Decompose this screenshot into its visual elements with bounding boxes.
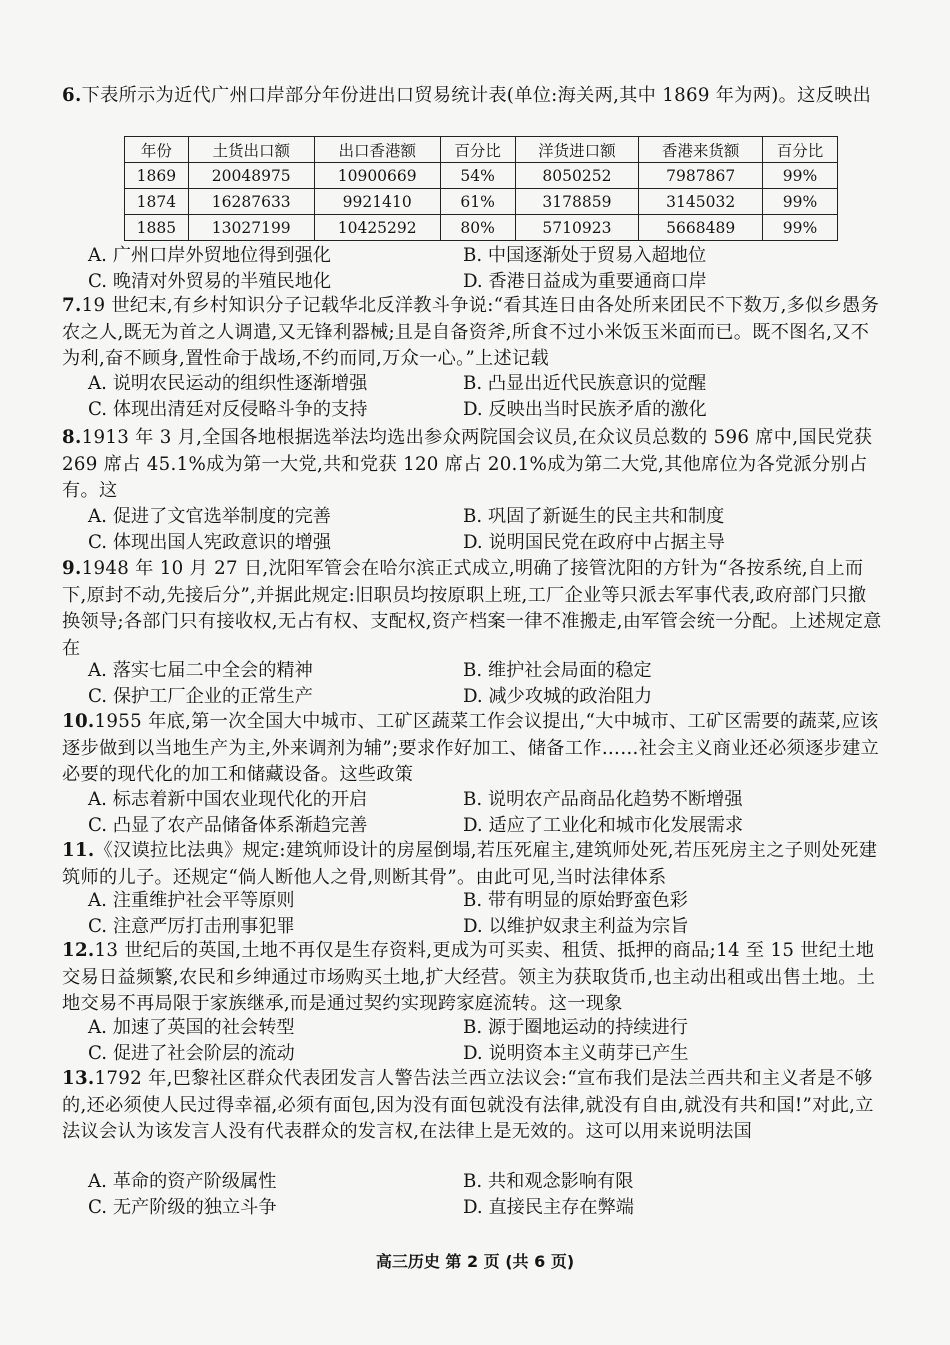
table-cell: 54% [440,163,515,189]
table-cell: 3178859 [515,189,639,215]
question-number: 10. [62,711,95,732]
question-8 [62,425,882,505]
table-cell: 99% [763,189,838,215]
question-number: 7. [62,295,82,316]
option-a: A. 注重维护社会平等原则 [88,890,295,911]
option-c: C. 晚清对外贸易的半殖民地化 [88,271,332,293]
table-header: 百分比 [440,137,515,163]
question-stem: 1955 年底,第一次全国大中城市、工矿区蔬菜工作会议提出,“大中城市、工矿区需要的蔬菜,应该逐步做到以当地生产为主,外来调剂为辅”;要求作好加工、储备工作……社会主义商业还必须逐步建立必要的现代化的加工和储藏设备。这些政策 [62,711,880,785]
option-d: D. 以维护奴隶主利益为宗旨 [463,916,689,938]
option-d: D. 减少攻城的政治阻力 [463,686,653,708]
question-number: 12. [62,940,95,961]
table-header: 出口香港额 [314,137,440,163]
table-cell: 7987867 [639,163,763,189]
table-cell: 61% [440,189,515,215]
option-c: C. 体现出清廷对反侵略斗争的支持 [88,399,368,421]
question-6 [62,83,882,110]
question-number: 11. [62,840,95,861]
table-header-row [125,137,838,163]
table-cell: 9921410 [314,189,440,215]
option-b: B. 带有明显的原始野蛮色彩 [463,890,688,911]
table-header: 年份 [125,137,189,163]
option-d: D. 直接民主存在弊端 [463,1197,634,1219]
option-b: B. 巩固了新诞生的民主共和制度 [463,506,725,527]
table-row [125,163,838,189]
table-cell: 5668489 [639,215,763,241]
question-9 [62,556,882,662]
table-cell: 99% [763,163,838,189]
table-header: 百分比 [763,137,838,163]
option-d: D. 说明资本主义萌芽已产生 [463,1043,689,1065]
question-13 [62,1066,882,1146]
question-stem: 《汉谟拉比法典》规定:建筑师设计的房屋倒塌,若压死雇主,建筑师处死,若压死房主之子则处死建筑师的儿子。还规定“倘人断他人之骨,则断其骨”。由此可见,当时法律体系 [62,840,878,888]
table-header: 香港来货额 [639,137,763,163]
option-b: B. 说明农产品商品化趋势不断增强 [463,789,743,810]
question-7 [62,293,882,373]
option-d: D. 说明国民党在政府中占据主导 [463,532,725,554]
question-number: 9. [62,558,82,579]
option-a: A. 广州口岸外贸地位得到强化 [88,245,331,266]
table-cell: 16287633 [188,189,314,215]
options-10 [88,787,888,840]
option-a: A. 促进了文官选举制度的完善 [88,506,331,527]
options-7 [88,371,888,424]
option-d: D. 香港日益成为重要通商口岸 [463,271,707,293]
options-13 [88,1169,888,1222]
question-stem: 下表所示为近代广州口岸部分年份进出口贸易统计表(单位:海关两,其中 1869 年为两)。这反映出 [81,85,872,106]
question-number: 13. [62,1068,95,1089]
option-a: A. 革命的资产阶级属性 [88,1171,277,1192]
option-d: D. 适应了工业化和城市化发展需求 [463,815,744,837]
option-b: B. 中国逐渐处于贸易入超地位 [463,245,707,266]
table-header: 土货出口额 [188,137,314,163]
question-11 [62,838,882,891]
option-b: B. 凸显出近代民族意识的觉醒 [463,373,707,394]
page-footer: 高三历史 第 2 页 (共 6 页) [375,1252,575,1271]
option-c: C. 注意严厉打击刑事犯罪 [88,916,295,938]
option-c: C. 无产阶级的独立斗争 [88,1197,277,1219]
question-stem: 1792 年,巴黎社区群众代表团发言人警告法兰西立法议会:“宣布我们是法兰西共和主义者是不够的,还必须使人民过得幸福,必须有面包,因为没有面包就没有法律,就没有自由,就没有共和国!”对此,立法议会认为该发言人没有代表群众的发言权,在法律上是无效的。这可以用来说明法国 [62,1068,874,1142]
option-a: A. 标志着新中国农业现代化的开启 [88,789,368,810]
table-cell: 10425292 [314,215,440,241]
question-number: 6. [62,85,82,106]
table-row [125,215,838,241]
option-a: A. 加速了英国的社会转型 [88,1017,295,1038]
question-stem: 1948 年 10 月 27 日,沈阳军管会在哈尔滨正式成立,明确了接管沈阳的方针为“各按系统,自上而下,原封不动,先接后分”,并据此规定:旧职员均按原职上班,工厂企业等只派去军事代表,政府部门只撤换领导;各部门只有接收权,无占有权、支配权,资产档案一律不准搬走,由军管会统一分配。上述规定意在 [62,558,882,659]
question-number: 8. [62,427,82,448]
table-cell: 8050252 [515,163,639,189]
option-c: C. 体现出国人宪政意识的增强 [88,532,332,554]
table-cell: 13027199 [188,215,314,241]
table-cell: 20048975 [188,163,314,189]
option-b: B. 维护社会局面的稳定 [463,660,652,681]
option-c: C. 保护工厂企业的正常生产 [88,686,313,708]
table-cell: 99% [763,215,838,241]
table-cell: 5710923 [515,215,639,241]
option-a: A. 说明农民运动的组织性逐渐增强 [88,373,368,394]
question-stem: 19 世纪末,有乡村知识分子记载华北反洋教斗争说:“看其连日由各处所来团民不下数万,多似乡愚务农之人,既无为首之人调遣,又无锋利器械;且是自备资斧,所食不过小米饭玉米面而已。既不图名,又不为利,奋不顾身,置性命于战场,不约而同,万众一心。”上述记载 [62,295,880,369]
option-b: B. 共和观念影响有限 [463,1171,634,1192]
table-cell: 1869 [125,163,189,189]
table-cell: 80% [440,215,515,241]
table-cell: 10900669 [314,163,440,189]
options-6 [88,243,888,296]
option-c: C. 促进了社会阶层的流动 [88,1043,295,1065]
options-8 [88,504,888,557]
table-cell: 1874 [125,189,189,215]
options-11 [88,888,888,941]
option-b: B. 源于圈地运动的持续进行 [463,1017,688,1038]
option-d: D. 反映出当时民族矛盾的激化 [463,399,707,421]
trade-table [124,136,838,241]
table-cell: 1885 [125,215,189,241]
option-a: A. 落实七届二中全会的精神 [88,660,313,681]
question-stem: 1913 年 3 月,全国各地根据选举法均选出参众两院国会议员,在众议员总数的 596 席中,国民党获 269 席占 45.1%成为第一大党,共和党获 120 席占 20.1%成为第二大党,其他席位为各党派分别占有。这 [62,427,873,501]
table-header: 洋货进口额 [515,137,639,163]
question-10 [62,709,882,789]
option-c: C. 凸显了农产品储备体系渐趋完善 [88,815,368,837]
table-row [125,189,838,215]
options-9 [88,658,888,711]
table-cell: 3145032 [639,189,763,215]
question-stem: 13 世纪后的英国,土地不再仅是生存资料,更成为可买卖、租赁、抵押的商品;14 至 15 世纪土地交易日益频繁,农民和乡绅通过市场购买土地,扩大经营。领主为获取货币,也主动出租或出售土地。土地交易不再局限于家族继承,而是通过契约实现跨家庭流转。这一现象 [62,940,876,1014]
question-12 [62,938,882,1018]
options-12 [88,1015,888,1068]
